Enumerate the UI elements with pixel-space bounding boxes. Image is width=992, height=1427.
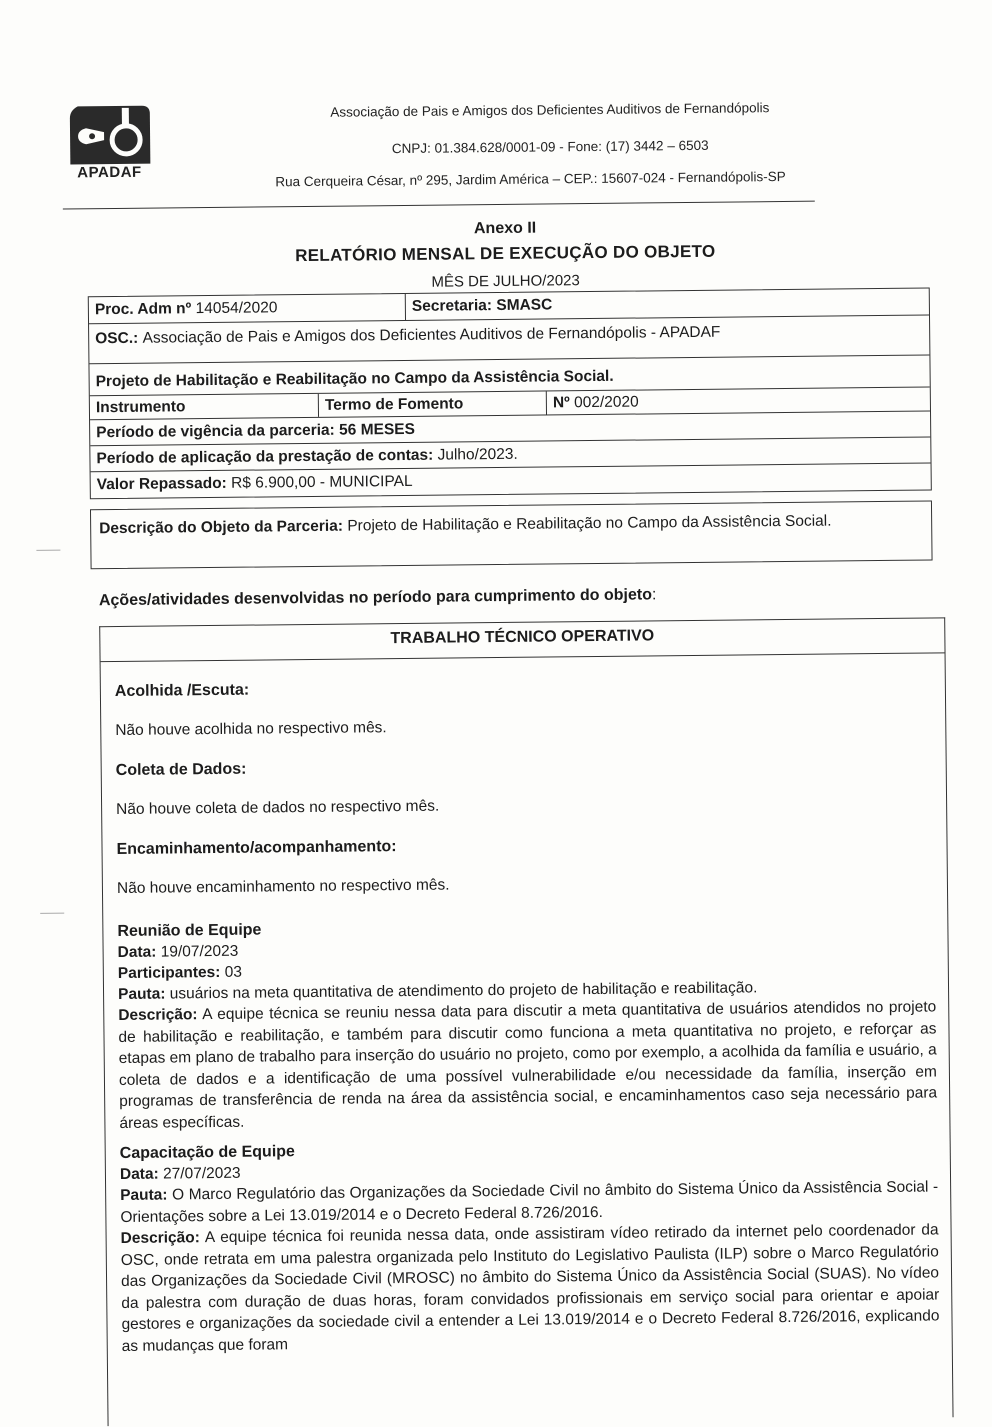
acolhida-heading: Acolhida /Escuta:	[114, 681, 250, 701]
project-name: Projeto de Habilitação e Reabilitação no Campo da Assistência Social.	[95, 367, 614, 391]
proc-label: Proc. Adm nº	[94, 300, 192, 319]
org-name: Associação de Pais e Amigos dos Deficientes Auditivos de Fernandópolis	[330, 100, 770, 120]
numero-label: Nº	[552, 393, 570, 411]
actions-heading-colon: :	[651, 586, 657, 604]
aplicacao-value: Julho/2023.	[437, 445, 518, 464]
capacitacao-heading: Capacitação de Equipe	[119, 1143, 295, 1163]
vigencia-value: 56 MESES	[339, 420, 415, 439]
reuniao-descricao-label: Descrição:	[118, 1006, 198, 1025]
encaminhamento-text: Não houve encaminhamento no respectivo mês.	[116, 876, 450, 898]
acolhida-text: Não houve acolhida no respectivo mês.	[115, 719, 387, 740]
instrumento-label: Instrumento	[95, 397, 186, 416]
capacitacao-data-label: Data:	[119, 1165, 159, 1184]
object-description-label: Descrição do Objeto da Parceria:	[99, 517, 344, 538]
actions-heading	[99, 586, 657, 610]
address-line: Rua Cerqueira César, nº 295, Jardim América – CEP.: 15607-024 - Fernandópolis-SP	[275, 168, 786, 190]
capacitacao-section	[120, 1134, 940, 1357]
vigencia-cell	[90, 417, 421, 445]
instrumento-value: Termo de Fomento	[318, 392, 546, 417]
actions-heading-text: Ações/atividades desenvolvidas no período para cumprimento do objeto	[98, 586, 653, 610]
coleta-text: Não houve coleta de dados no respectivo mês.	[116, 797, 440, 819]
vigencia-label: Período de vigência da parceria:	[96, 421, 335, 441]
valor-value: R$ 6.900,00 - MUNICIPAL	[231, 472, 413, 492]
activities-box-title: TRABALHO TÉCNICO OPERATIVO	[100, 618, 944, 662]
annex-title: Anexo II	[473, 219, 537, 238]
capacitacao-pauta-label: Pauta:	[120, 1186, 168, 1205]
capacitacao-descricao-value: A equipe técnica foi reunida nessa data, onde assistiram vídeo retirado da internet pelo coordenador da OSC, onde retrata em uma palestra organizada pelo Instituto do Legislativo Paulista (ILP) sobre o Marco Regulatório das Organizações da Sociedade Civil (MROSC) no âmbito do Sistema Único da Assistência Social (SUAS). No vídeo da palestra com duração de duas horas, foram convidados profissionais em serviço social para orientar e apoiar gestores e organizações da sociedade civil a entender a Lei 13.019/2014 e o Decreto Federal 8.726/2016, explicando as mudanças que foram	[120, 1221, 940, 1355]
coleta-heading: Coleta de Dados:	[115, 760, 247, 780]
cnpj-line: CNPJ: 01.384.628/0001-09 - Fone: (17) 3442 – 6503	[391, 137, 709, 157]
encaminhamento-heading: Encaminhamento/acompanhamento:	[116, 838, 397, 859]
margin-mark	[40, 913, 64, 914]
margin-mark	[36, 550, 60, 551]
object-description-box	[90, 500, 933, 569]
logo-text: APADAF	[77, 163, 142, 182]
aplicacao-label: Período de aplicação da prestação de contas:	[96, 446, 434, 467]
reuniao-heading: Reunião de Equipe	[117, 921, 262, 941]
reuniao-section	[117, 912, 937, 1134]
proc-cell	[89, 294, 405, 323]
secretaria-value: SMASC	[496, 296, 553, 315]
reuniao-descricao-paragraph	[118, 996, 937, 1134]
reuniao-descricao-value: A equipe técnica se reuniu nessa data para discutir a meta quantitativa de usuários atendidos no projeto de habilitação e reabilitação, e também para discutir como funciona a meta quantitativa no projeto, e reforçar as etapas em plano de trabalho para inserção do usuário no projeto, como por exemplo, a acolhida da família e usuário, a coleta de dados e a identificação de uma possível vulnerabilidade e/ou necessidade da família, inserção em programas de transferência de renda na área da assistência social, e encaminhamentos caso seja necessário para áreas específicas.	[118, 998, 938, 1132]
numero-cell	[546, 387, 930, 414]
report-title: RELATÓRIO MENSAL DE EXECUÇÃO DO OBJETO	[295, 241, 716, 266]
capacitacao-pauta-value: O Marco Regulatório das Organizações da Sociedade Civil no âmbito do Sistema Único da Assistência Social - Orientações sobre a Lei 13.019/2014 e o Decreto Federal 8.726/2016.	[120, 1178, 939, 1226]
valor-cell	[91, 469, 419, 498]
capacitacao-descricao-paragraph	[121, 1219, 940, 1357]
capacitacao-data-value: 27/07/2023	[162, 1164, 241, 1183]
osc-value: Associação de Pais e Amigos dos Deficientes Auditivos de Fernandópolis - APADAF	[142, 323, 721, 347]
activities-box	[99, 617, 953, 1426]
valor-label: Valor Repassado:	[96, 474, 227, 494]
aplicacao-cell	[90, 442, 524, 472]
osc-label: OSC.:	[95, 329, 139, 348]
reuniao-data-value: 19/07/2023	[160, 942, 239, 961]
proc-value: 14054/2020	[195, 299, 278, 318]
secretaria-label: Secretaria:	[411, 297, 493, 315]
reuniao-data-label: Data:	[117, 943, 157, 962]
reuniao-pauta-value: usuários na meta quantitativa de atendimento do projeto de habilitação e reabilitação.	[169, 979, 758, 1003]
reuniao-participantes-value: 03	[224, 963, 243, 981]
numero-value: 002/2020	[573, 393, 639, 411]
reuniao-pauta-label: Pauta:	[117, 985, 166, 1004]
object-description-value: Projeto de Habilitação e Reabilitação no Campo da Assistência Social.	[347, 512, 832, 535]
header-divider	[63, 201, 815, 210]
osc-cell	[89, 318, 726, 351]
info-table	[88, 287, 932, 499]
secretaria-cell	[405, 288, 929, 319]
month-title: MÊS DE JULHO/2023	[431, 272, 580, 291]
capacitacao-descricao-label: Descrição:	[120, 1229, 200, 1248]
reuniao-participantes-label: Participantes:	[117, 963, 221, 983]
